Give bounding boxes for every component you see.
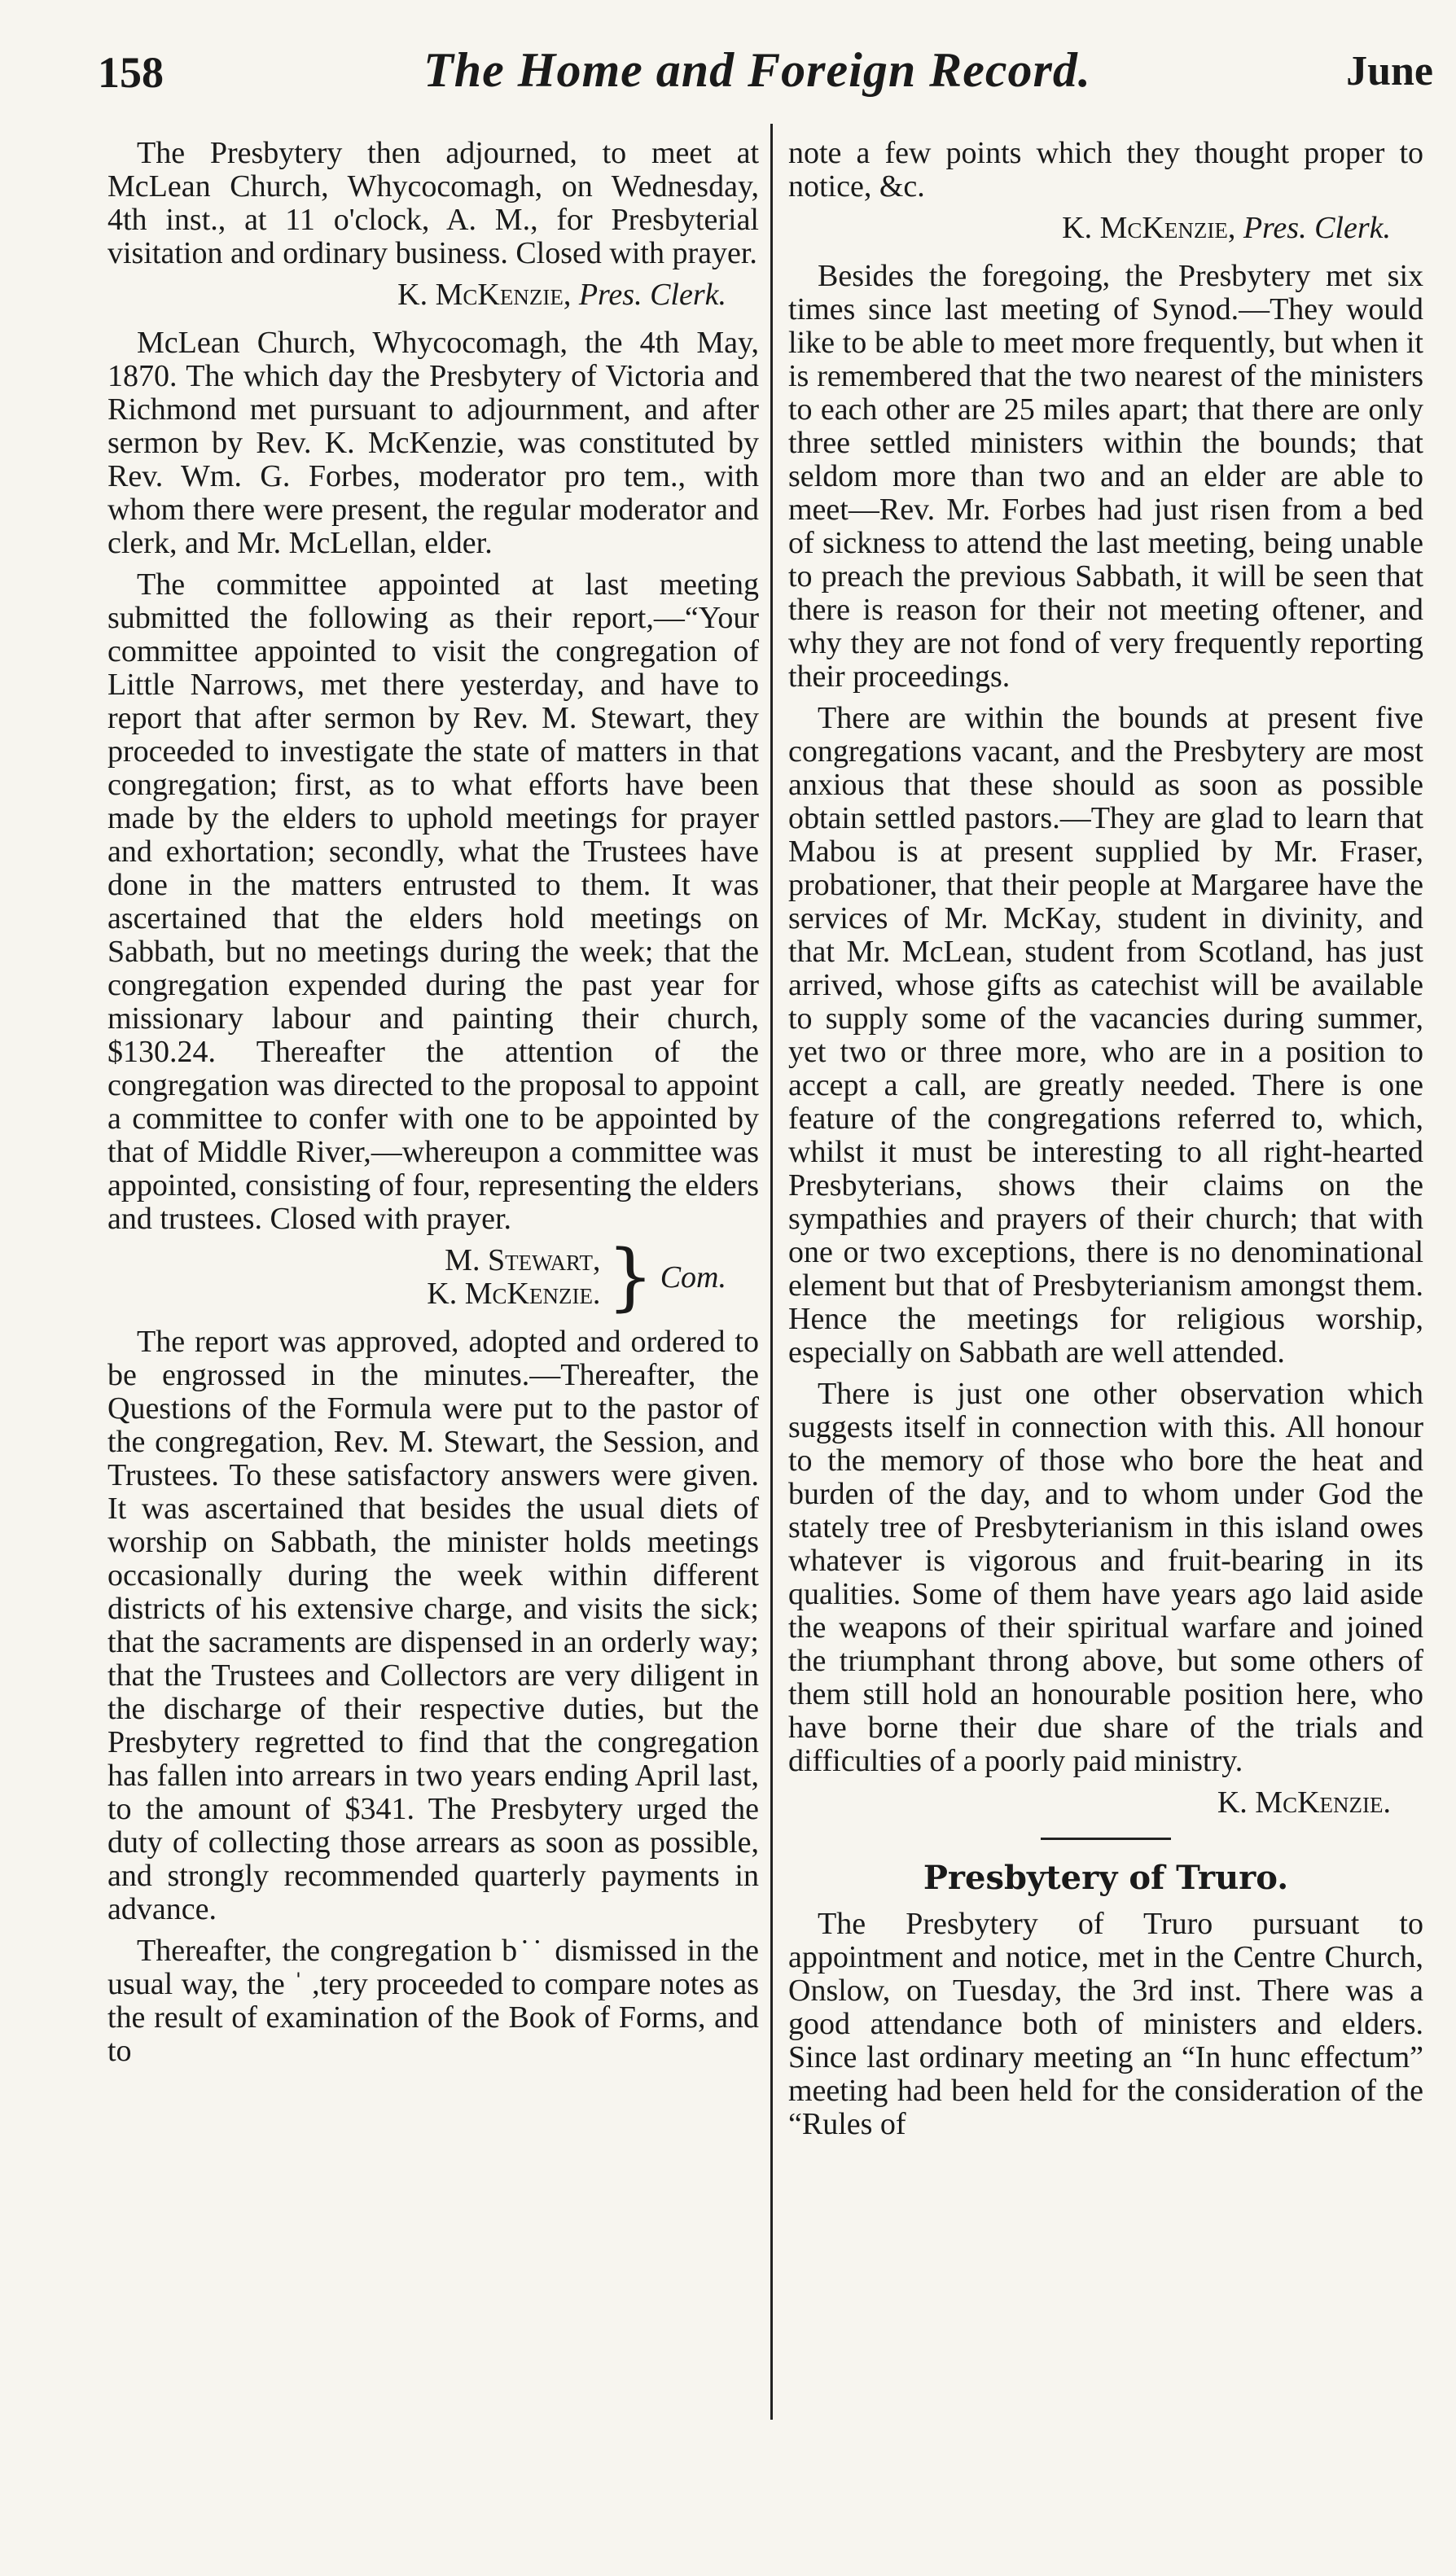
signature-name: K. McKenzie. — [1217, 1785, 1391, 1820]
running-title: The Home and Foreign Record. — [423, 43, 1091, 97]
paragraph: The Presbytery then adjourned, to meet at McLean Church, Whycocomagh, on Wednesday, 4th inst., at 11 o'clock, A. M., for Presbyterial visitation and ordinary business. Closed with prayer. — [107, 136, 759, 270]
committee-member: K. McKenzie. — [427, 1277, 601, 1311]
section-divider — [1041, 1838, 1171, 1840]
signature-title: Pres. Clerk. — [1243, 211, 1391, 245]
right-column — [788, 137, 1423, 2149]
signature-name: K. McKenzie, — [1062, 211, 1236, 245]
signature — [788, 1786, 1423, 1820]
signature-title: Pres. Clerk. — [578, 278, 726, 312]
paragraph: Besides the foregoing, the Presbytery met six times since last meeting of Synod.—They would like to be able to meet more frequently, but when it is remembered that the two nearest of the ministers to each other are 25 miles apart; that there are only three settled ministers within the bounds; that seldom more than two and an elder are able to meet—Rev. Mr. Forbes had just risen from a bed of sickness to attend the last meeting, being unable to preach the previous Sabbath, it will be seen that there is reason for their not meeting oftener, and why they are not fond of very frequently reporting their proceedings. — [788, 259, 1423, 694]
page-number: 158 — [98, 48, 164, 97]
paragraph: The committee appointed at last meeting submitted the following as their report,—“Your committee appointed to visit the congregation of Little Narrows, met there yesterday, and have to report that after sermon by Rev. M. Stewart, they proceeded to investigate the state of matters in that congregation; first, as to what efforts have been made by the elders to uphold meetings for prayer and exhortation; secondly, what the Trustees have done in the matters entrusted to them. It was ascertained that the elders hold meetings on Sabbath, but no meetings during the week; that the congregation expended during the past year for missionary labour and painting their church, $130.24. Thereafter the attention of the congregation was directed to the proposal to appoint a committee to confer with one to be appointed by that of Middle River,—whereupon a committee was appointed, consisting of four, representing the elders and trustees. Closed with prayer. — [107, 567, 759, 1236]
signature — [788, 212, 1423, 245]
committee-member: M. Stewart, — [445, 1243, 601, 1277]
paragraph: note a few points which they thought proper to notice, &c. — [788, 136, 1423, 204]
committee-names — [427, 1244, 600, 1311]
page-header — [81, 39, 1433, 112]
paragraph: Thereafter, the congregation b˙˙ dismissed in the usual way, the ˈ ,tery proceeded to compare notes as the result of examination of the Book of Forms, and to — [107, 1934, 759, 2068]
brace-glyph: } — [607, 1234, 654, 1320]
paragraph: The Presbytery of Truro pursuant to appointment and notice, met in the Centre Church, Onslow, on Tuesday, the 3rd inst. There was a good attendance both of ministers and elders. Since last ordinary meeting an “In hunc effectum” meeting had been held for the consideration of the “Rules of — [788, 1907, 1423, 2141]
committee-role: Com. — [660, 1260, 726, 1295]
paragraph: The report was approved, adopted and ordered to be engrossed in the minutes.—Thereafter, the Questions of the Formula were put to the pastor of the congregation, Rev. M. Stewart, the Session, and Trustees. To these satisfactory answers were given. It was ascertained that besides the usual diets of worship on Sabbath, the minister holds meetings occasionally during the week within different districts of his extensive charge, and visits the sick; that the sacraments are dispensed in an orderly way; that the Trustees and Collectors are very diligent in the discharge of their respective duties, but the Presbytery regretted to find that the congregation has fallen into arrears in two years ending April last, to the amount of $341. The Presbytery urged the duty of collecting those arrears as soon as possible, and strongly recommended quarterly payments in advance. — [107, 1325, 759, 1926]
column-divider — [770, 124, 773, 2420]
signature — [107, 278, 759, 312]
section-heading: Presbytery of Truro. — [923, 1859, 1289, 1897]
paragraph: There are within the bounds at present five congregations vacant, and the Presbytery are most anxious that these should as soon as possible obtain settled pastors.—They are glad to learn that Mabou is at present supplied by Mr. Fraser, probationer, that their people at Margaree have the services of Mr. McKay, student in divinity, and that Mr. McLean, student from Scotland, has just arrived, whose gifts as catechist will be available to supply some of the vacancies during summer, yet two or three more, who are in a position to accept a call, are greatly needed. There is one feature of the congregations referred to, which, whilst it must be interesting to all right-hearted Presbyterians, shows their claims on the sympathies and prayers of their church; that with one or two exceptions, there is no denominational element but that of Presbyterianism amongst them. Hence the meetings for religious worship, especially on Sabbath are well attended. — [788, 701, 1423, 1369]
committee-signature — [107, 1234, 759, 1320]
paragraph: There is just one other observation which suggests itself in connection with this. All honour to the memory of those who bore the heat and burden of the day, and to whom under God the stately tree of Presbyterianism in this island owes whatever is vigorous and fruit-bearing in its qualities. Some of them have years ago laid aside the weapons of their spiritual warfare and joined the triumphant throng above, but some others of them still hold an honourable position here, who have borne their due share of the trials and difficulties of a poorly paid ministry. — [788, 1377, 1423, 1778]
left-column — [107, 137, 759, 2076]
paragraph: McLean Church, Whycocomagh, the 4th May, 1870. The which day the Presbytery of Victoria and Richmond met pursuant to adjournment, and after sermon by Rev. K. McKenzie, was constituted by Rev. Wm. G. Forbes, moderator pro tem., with whom there were present, the regular moderator and clerk, and Mr. McLellan, elder. — [107, 326, 759, 560]
signature-name: K. McKenzie, — [397, 278, 572, 312]
issue-month: June — [1346, 48, 1433, 94]
